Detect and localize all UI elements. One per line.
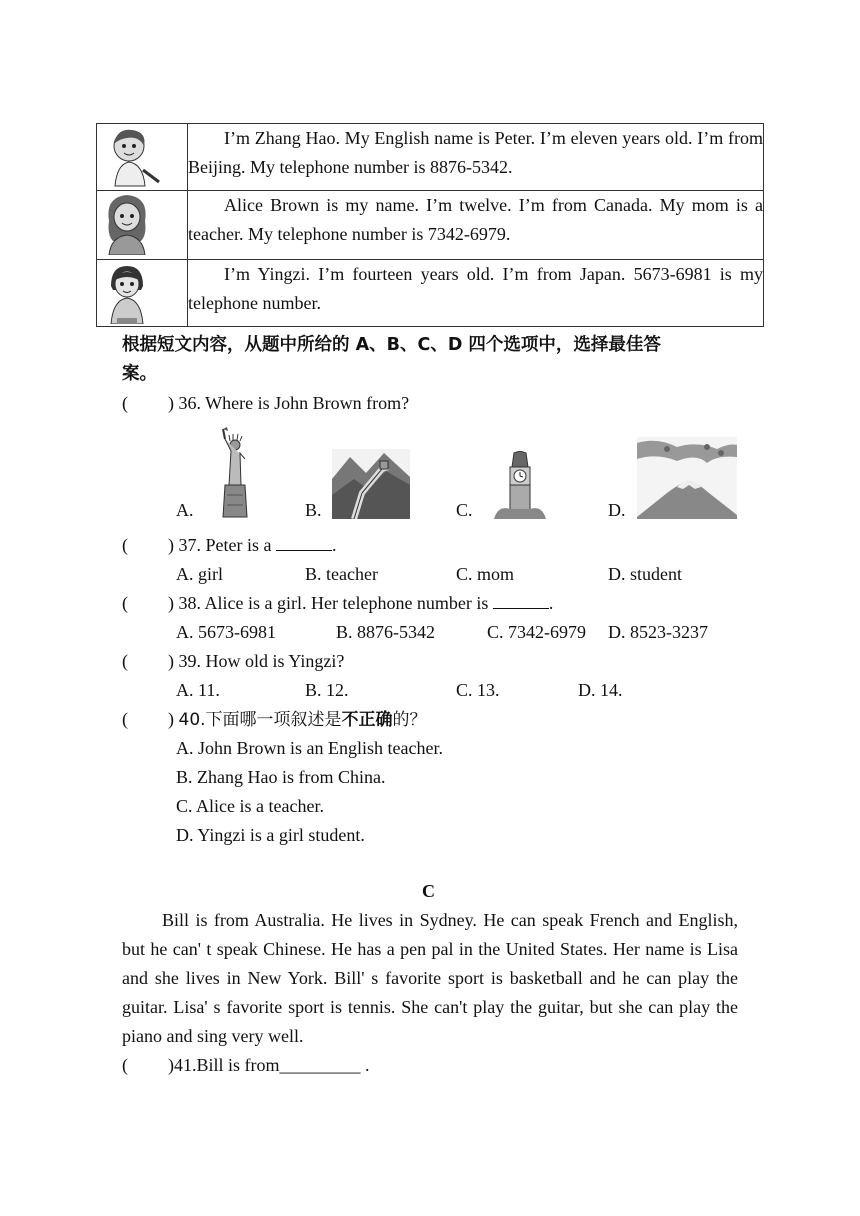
option-38-c[interactable]: C. 7342-6979	[487, 622, 586, 642]
mount-fuji-icon	[637, 437, 737, 519]
boy-avatar	[97, 124, 167, 188]
option-36-c[interactable]: C.	[456, 500, 473, 520]
section-c-heading: C	[422, 881, 435, 901]
table-row	[97, 260, 764, 327]
intro-text-1: I’m Zhang Hao. My English name is Peter. I’m eleven years old. I’m from Beijing. My telephone number is 8876-5342.	[188, 124, 764, 191]
question-41: ( )41.Bill is from_________ .	[122, 1055, 370, 1075]
great-wall-icon	[332, 449, 410, 519]
question-36: ( ) 36. Where is John Brown from?	[122, 393, 410, 413]
option-37-c[interactable]: C. mom	[456, 564, 515, 584]
intro-table	[96, 123, 764, 327]
fill-blank	[276, 549, 332, 551]
question-38: ( ) 38. Alice is a girl. Her telephone number is .	[122, 593, 554, 613]
option-37-b[interactable]: B. teacher	[305, 564, 378, 584]
option-39-a[interactable]: A. 11.	[176, 680, 220, 700]
option-39-c[interactable]: C. 13.	[456, 680, 500, 700]
option-36-d[interactable]: D.	[608, 500, 626, 520]
instruction-line-1: 根据短文内容，从题中所给的 A、B、C、D 四个选项中，选择最佳答	[122, 335, 661, 355]
table-row	[97, 191, 764, 260]
fill-blank	[493, 607, 549, 609]
option-40-c[interactable]: C. Alice is a teacher.	[176, 796, 324, 816]
avatar-cell	[97, 191, 188, 260]
option-38-a[interactable]: A. 5673-6981	[176, 622, 276, 642]
intro-text-3: I’m Yingzi. I’m fourteen years old. I’m from Japan. 5673-6981 is my telephone number.	[188, 260, 764, 327]
option-40-a[interactable]: A. John Brown is an English teacher.	[176, 738, 443, 758]
option-40-b[interactable]: B. Zhang Hao is from China.	[176, 767, 386, 787]
option-39-d[interactable]: D. 14.	[578, 680, 623, 700]
statue-of-liberty-icon	[215, 425, 255, 519]
instruction-line-2: 案。	[122, 364, 157, 384]
option-38-d[interactable]: D. 8523-3237	[608, 622, 708, 642]
option-37-a[interactable]: A. girl	[176, 564, 223, 584]
section-c-passage: Bill is from Australia. He lives in Sydney. He can speak French and English, but he can' t speak Chinese. He has a pen pal in the United States. Her name is Lisa and she lives in New York. Bill' s favorite sport is basketball and he can play the guitar. Lisa' s favorite sport is tennis. She can't play the guitar, but she can play the piano and sing very well.	[122, 910, 738, 1046]
question-37: ( ) 37. Peter is a .	[122, 535, 337, 555]
option-36-a[interactable]: A.	[176, 500, 194, 520]
girl-avatar-2	[97, 260, 157, 324]
question-40: ( ) 40.下面哪一项叙述是不正确的？	[122, 709, 427, 730]
table-row	[97, 124, 764, 191]
option-39-b[interactable]: B. 12.	[305, 680, 349, 700]
answer-paren: (	[122, 393, 128, 413]
option-37-d[interactable]: D. student	[608, 564, 682, 584]
option-38-b[interactable]: B. 8876-5342	[336, 622, 435, 642]
intro-text-2: Alice Brown is my name. I’m twelve. I’m from Canada. My mom is a teacher. My telephone number is 7342-6979.	[188, 191, 764, 260]
avatar-cell	[97, 124, 188, 191]
girl-avatar	[97, 191, 157, 255]
question-39: ( ) 39. How old is Yingzi?	[122, 651, 345, 671]
option-40-d[interactable]: D. Yingzi is a girl student.	[176, 825, 365, 845]
option-36-b[interactable]: B.	[305, 500, 322, 520]
avatar-cell	[97, 260, 188, 327]
big-ben-icon	[492, 451, 548, 519]
